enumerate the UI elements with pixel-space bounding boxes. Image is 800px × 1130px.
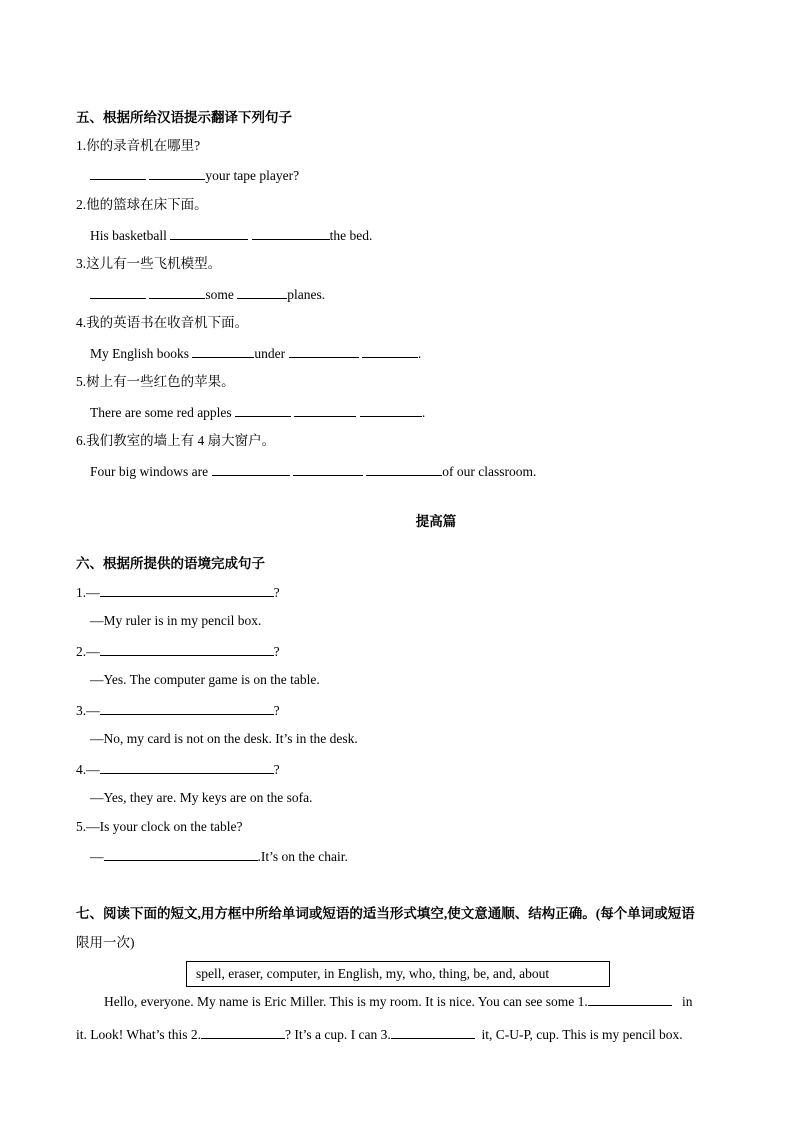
q5-3-answer	[90, 285, 325, 304]
section-7-title-line1: 七、阅读下面的短文,用方框中所给单词或短语的适当形式填空,使文意通顺、结构正确。(每个单词或短语	[76, 906, 695, 921]
q5-1-prompt: 1.你的录音机在哪里?	[76, 138, 201, 153]
q6-1-answer: —My ruler is in my pencil box.	[90, 613, 262, 628]
q6-3-question	[76, 701, 280, 720]
q6-2-question	[76, 642, 280, 661]
q6-4-num: 4.	[76, 762, 87, 777]
blank[interactable]	[100, 760, 274, 774]
q5-1-tail: your tape player?	[205, 168, 300, 183]
word-bank-box	[186, 961, 610, 987]
q6-5-question: 5.—Is your clock on the table?	[76, 819, 243, 834]
q5-5-tail: .	[421, 405, 426, 420]
q5-3-tail: planes.	[287, 287, 326, 302]
passage-p1-tail: in	[681, 994, 693, 1009]
q5-6-head: Four big windows are	[90, 464, 209, 479]
q6-3-num: 3.	[76, 703, 87, 718]
blank[interactable]	[149, 285, 205, 299]
blank[interactable]	[360, 403, 422, 417]
q6-3-end: ?	[273, 703, 280, 718]
blank[interactable]	[289, 344, 359, 358]
blank[interactable]	[293, 462, 363, 476]
blank[interactable]	[588, 992, 672, 1006]
blank[interactable]	[149, 166, 205, 180]
q5-4-prompt: 4.我的英语书在收音机下面。	[76, 315, 249, 330]
q6-1-end: ?	[273, 585, 280, 600]
section-heading: 提高篇	[415, 514, 457, 529]
blank[interactable]	[366, 462, 442, 476]
q5-1-answer	[90, 166, 299, 185]
q6-4-answer: —Yes, they are. My keys are on the sofa.	[90, 790, 313, 805]
blank[interactable]	[235, 403, 291, 417]
blank[interactable]	[362, 344, 418, 358]
passage-line-2	[76, 1025, 683, 1044]
q5-4-tail: .	[417, 346, 422, 361]
blank[interactable]	[212, 462, 290, 476]
q6-2-answer: —Yes. The computer game is on the table.	[90, 672, 320, 687]
q5-5-prompt: 5.树上有一些红色的苹果。	[76, 374, 235, 389]
blank[interactable]	[100, 642, 274, 656]
blank[interactable]	[100, 701, 274, 715]
q6-5-tail: .It’s on the chair.	[257, 849, 348, 864]
section-7-title-line2: 限用一次)	[76, 935, 135, 950]
q6-2-end: ?	[273, 644, 280, 659]
q5-2-prompt: 2.他的篮球在床下面。	[76, 197, 208, 212]
q5-6-answer	[90, 462, 536, 481]
q5-4-head: My English books	[90, 346, 190, 361]
dash: —	[86, 644, 100, 659]
blank[interactable]	[90, 285, 146, 299]
dash: —	[86, 585, 100, 600]
passage-line-1	[104, 992, 692, 1011]
blank[interactable]	[170, 226, 248, 240]
q5-2-tail: the bed.	[329, 228, 373, 243]
q6-2-num: 2.	[76, 644, 87, 659]
q5-2-head: His basketball	[90, 228, 167, 243]
q6-1-question	[76, 583, 280, 602]
blank[interactable]	[391, 1025, 475, 1039]
blank[interactable]	[237, 285, 287, 299]
q5-6-tail: of our classroom.	[442, 464, 537, 479]
word-bank-text: spell, eraser, computer, in English, my, who, thing, be, and, about	[196, 966, 550, 981]
dash: —	[86, 762, 100, 777]
q6-3-answer: —No, my card is not on the desk. It’s in the desk.	[90, 731, 358, 746]
q6-4-question	[76, 760, 280, 779]
q5-3-prompt: 3.这儿有一些飞机模型。	[76, 256, 222, 271]
passage-p1-text: Hello, everyone. My name is Eric Miller. This is my room. It is nice. You can see some 1.	[104, 994, 588, 1009]
q5-4-mid: under	[254, 346, 286, 361]
blank[interactable]	[100, 583, 274, 597]
q5-4-answer	[90, 344, 421, 363]
dash: —	[86, 703, 100, 718]
dash: —	[90, 849, 104, 864]
q6-1-num: 1.	[76, 585, 87, 600]
blank[interactable]	[104, 847, 258, 861]
blank[interactable]	[294, 403, 356, 417]
q6-4-end: ?	[273, 762, 280, 777]
q5-5-head: There are some red apples	[90, 405, 232, 420]
q6-5-answer	[90, 847, 348, 866]
q5-6-prompt: 6.我们教室的墙上有 4 扇大窗户。	[76, 433, 276, 448]
blank[interactable]	[90, 166, 146, 180]
passage-p2-b: ? It’s a cup. I can 3.	[285, 1027, 391, 1042]
section-5-title: 五、根据所给汉语提示翻译下列句子	[76, 110, 292, 125]
passage-p2-c: it, C-U-P, cup. This is my pencil box.	[481, 1027, 683, 1042]
q5-5-answer	[90, 403, 425, 422]
blank[interactable]	[201, 1025, 285, 1039]
passage-p2-a: it. Look! What’s this 2.	[76, 1027, 201, 1042]
section-6-title: 六、根据所提供的语境完成句子	[76, 556, 265, 571]
q5-2-answer	[90, 226, 372, 245]
blank[interactable]	[252, 226, 330, 240]
q5-3-mid: some	[205, 287, 234, 302]
blank[interactable]	[192, 344, 254, 358]
